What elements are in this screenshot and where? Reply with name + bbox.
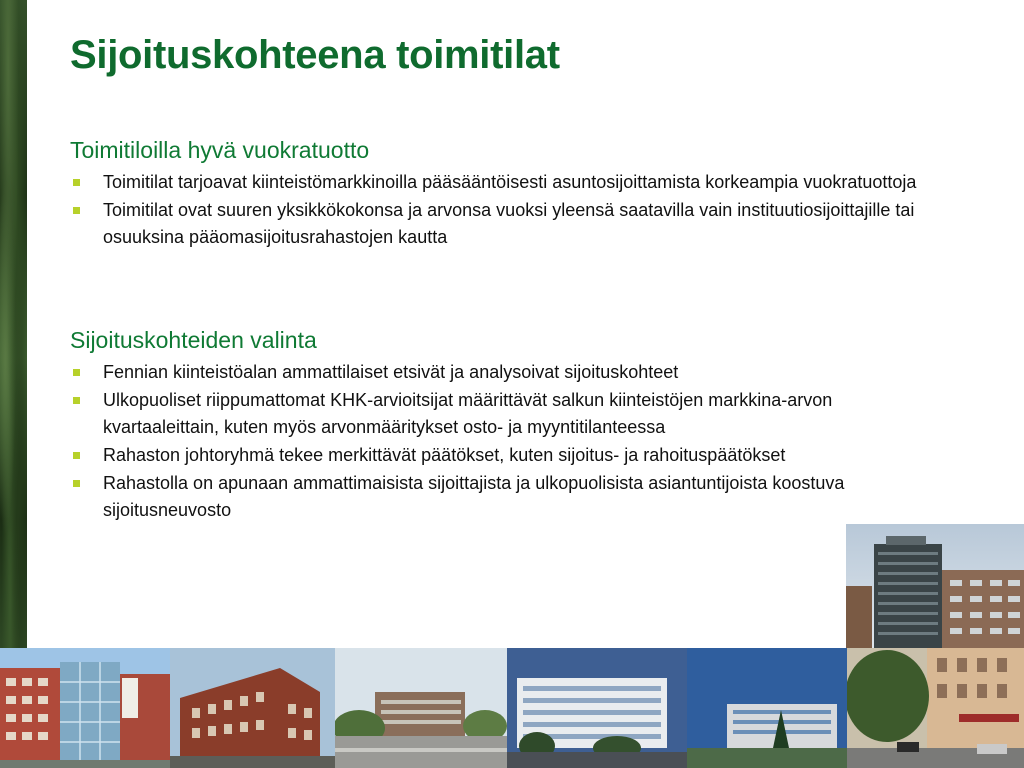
bullet-square-icon — [73, 480, 80, 487]
building-photo-glass — [0, 648, 170, 768]
bullet-text: Fennian kiinteistöalan ammattilaiset etsivät ja analysoivat sijoituskohteet — [103, 362, 679, 382]
bullet-square-icon — [73, 207, 80, 214]
building-photo-strip — [0, 648, 1024, 768]
building-photo-modern — [687, 648, 847, 768]
bullet-text: Toimitilat ovat suuren yksikkökokonsa ja arvonsa vuoksi yleensä saatavilla vain instituutiosijoittajille tai osuuksina pääomasijoitusrahastojen kautta — [103, 200, 915, 247]
slide-title: Sijoituskohteena toimitilat — [70, 33, 560, 77]
bullet-item — [70, 197, 950, 251]
bullet-list — [70, 169, 950, 251]
bullet-item — [70, 359, 950, 386]
section-rental-yield — [70, 135, 950, 252]
forest-decoration — [0, 0, 27, 650]
building-photo-campus — [335, 648, 507, 768]
bullet-text: Rahastolla on apunaan ammattimaisista sijoittajista ja ulkopuolisista asiantuntijoista koostuva sijoitusneuvosto — [103, 473, 845, 520]
bullet-text: Rahaston johtoryhmä tekee merkittävät päätökset, kuten sijoitus- ja rahoituspäätökset — [103, 445, 786, 465]
bullet-text: Toimitilat tarjoavat kiinteistömarkkinoilla pääsääntöisesti asuntosijoittamista korkeampia vuokratuottoja — [103, 172, 917, 192]
bullet-square-icon — [73, 369, 80, 376]
section-investment-selection — [70, 325, 950, 525]
building-photo-street — [847, 648, 1024, 768]
bullet-item — [70, 442, 950, 469]
bullet-text: Ulkopuoliset riippumattomat KHK-arvioitsijat määrittävät salkun kiinteistöjen markkina-arvon kvartaaleittain, kuten myös arvonmääritykset osto- ja myyntitilanteessa — [103, 390, 833, 437]
section-heading: Toimitiloilla hyvä vuokratuotto — [70, 137, 370, 163]
bullet-item — [70, 169, 950, 196]
bullet-item — [70, 387, 950, 441]
bullet-square-icon — [73, 397, 80, 404]
building-photo-white-office — [507, 648, 687, 768]
bullet-square-icon — [73, 452, 80, 459]
building-photo-tower — [846, 524, 1024, 648]
bullet-square-icon — [73, 179, 80, 186]
section-heading: Sijoituskohteiden valinta — [70, 327, 317, 353]
building-photo-brick — [170, 648, 335, 768]
bullet-list — [70, 359, 950, 524]
bullet-item — [70, 470, 950, 524]
